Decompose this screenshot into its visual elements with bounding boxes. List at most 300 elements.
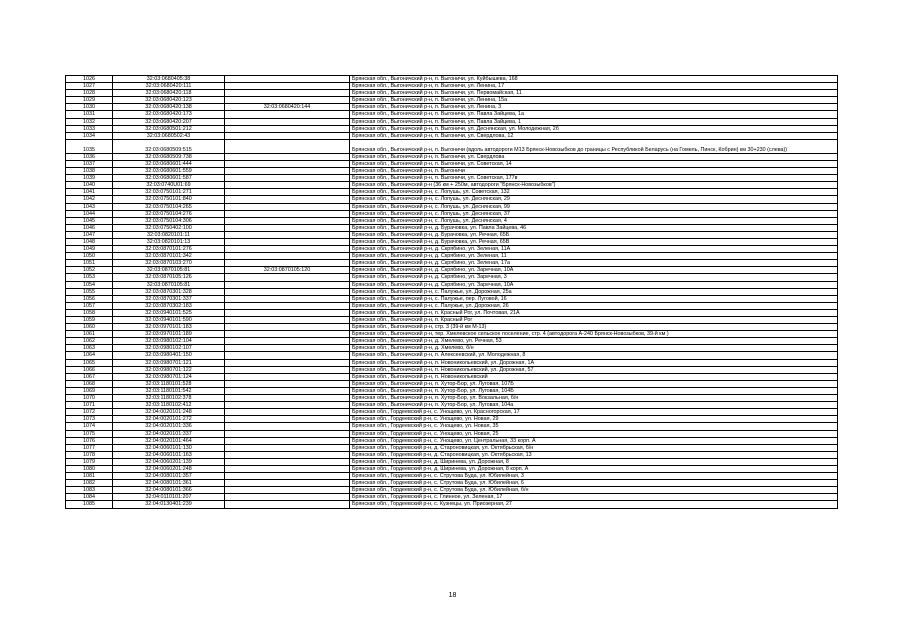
linked-cadastral-number-cell: [225, 189, 350, 196]
register-table-body: [66, 76, 838, 509]
address-cell: Брянская обл., Выгоничский р-н, с. Лопушь, ул. Деснянская, 4: [350, 217, 838, 224]
table-row: [66, 231, 838, 238]
linked-cadastral-number-cell: [225, 430, 350, 437]
table-row: [66, 359, 838, 366]
address-cell: Брянская обл., Выгоничский р-н, с. Лопушь, ул. Деснянская, 99: [350, 203, 838, 210]
address-cell: Брянская обл., Выгоничский р-н, с. Палужье, пер. Луговой, 16: [350, 295, 838, 302]
row-number-cell: 1028: [66, 90, 113, 97]
register-table: [65, 75, 838, 509]
cadastral-number-cell: 32:03:0680420:138: [113, 104, 225, 111]
table-row: [66, 76, 838, 83]
address-cell: Брянская обл., Выгоничский р-н, п. Выгоничи, ул. Свердлова: [350, 153, 838, 160]
row-number-cell: 1056: [66, 295, 113, 302]
table-row: [66, 423, 838, 430]
address-cell: Брянская обл., Выгоничский р-н, д. Хмелево, ул. Речная, 53: [350, 338, 838, 345]
table-row: [66, 260, 838, 267]
cadastral-number-cell: 32:03:0820101:11: [113, 231, 225, 238]
cadastral-number-cell: 32:04:0080101:361: [113, 480, 225, 487]
row-number-cell: 1075: [66, 430, 113, 437]
cadastral-number-cell: 32:03:0750101:271: [113, 189, 225, 196]
address-cell: Брянская обл., Выгоничский р-н, с. Палужье, ул. Дорожная, 25а: [350, 288, 838, 295]
linked-cadastral-number-cell: [225, 359, 350, 366]
row-number-cell: 1051: [66, 260, 113, 267]
linked-cadastral-number-cell: [225, 274, 350, 281]
row-number-cell: 1026: [66, 76, 113, 83]
linked-cadastral-number-cell: [225, 90, 350, 97]
cadastral-number-cell: 32:04:0060101:163: [113, 451, 225, 458]
address-cell: Брянская обл., Гордеевский р-н, с. Струтова Буда, ул. Юбилейная, 3: [350, 473, 838, 480]
row-number-cell: 1071: [66, 402, 113, 409]
cadastral-number-cell: 32:04:0020101:272: [113, 416, 225, 423]
linked-cadastral-number-cell: [225, 345, 350, 352]
cadastral-number-cell: 32:03:0750402:100: [113, 224, 225, 231]
cadastral-number-cell: 32:03:0680502:43: [113, 132, 225, 139]
table-row: [66, 317, 838, 324]
cadastral-number-cell: 32:03:0750104:265: [113, 203, 225, 210]
table-row: [66, 267, 838, 274]
linked-cadastral-number-cell: [225, 139, 350, 153]
linked-cadastral-number-cell: [225, 451, 350, 458]
linked-cadastral-number-cell: [225, 125, 350, 132]
address-cell: Брянская обл., Выгоничский р-н, с. Палужье, ул. Дорожная, 26: [350, 302, 838, 309]
cadastral-number-cell: 32:04:0080101:366: [113, 487, 225, 494]
address-cell: Брянская обл., Выгоничский р-н, п. Красный Рог: [350, 317, 838, 324]
row-number-cell: 1045: [66, 217, 113, 224]
linked-cadastral-number-cell: [225, 309, 350, 316]
linked-cadastral-number-cell: [225, 465, 350, 472]
table-row: [66, 345, 838, 352]
row-number-cell: 1069: [66, 387, 113, 394]
address-cell: Брянская обл., Выгоничский р-н, д. Скрябино, ул. Заречная, 10А: [350, 267, 838, 274]
linked-cadastral-number-cell: [225, 76, 350, 83]
linked-cadastral-number-cell: [225, 366, 350, 373]
cadastral-number-cell: 32:03:0870101:342: [113, 253, 225, 260]
row-number-cell: 1027: [66, 83, 113, 90]
table-row: [66, 309, 838, 316]
linked-cadastral-number-cell: [225, 444, 350, 451]
address-cell: Брянская обл., Выгоничский р-н, п. Выгоничи, ул. Ленина, 17: [350, 83, 838, 90]
table-row: [66, 352, 838, 359]
row-number-cell: 1055: [66, 288, 113, 295]
table-row: [66, 97, 838, 104]
cadastral-number-cell: 32:03:0680420:173: [113, 111, 225, 118]
table-row: [66, 168, 838, 175]
address-cell: Брянская обл., Гордеевский р-н, с. Глинное, ул. Зеленая, 17: [350, 494, 838, 501]
cadastral-number-cell: 32:03:0680601:559: [113, 168, 225, 175]
cadastral-number-cell: 32:03:0870101:276: [113, 246, 225, 253]
cadastral-number-cell: 32:03:0980102:104: [113, 338, 225, 345]
table-row: [66, 238, 838, 245]
row-number-cell: 1033: [66, 125, 113, 132]
row-number-cell: 1076: [66, 437, 113, 444]
address-cell: Брянская обл., Гордеевский р-н, с. Струтова Буда, ул. Юбилейная, 6: [350, 480, 838, 487]
row-number-cell: 1066: [66, 366, 113, 373]
table-row: [66, 473, 838, 480]
row-number-cell: 1057: [66, 302, 113, 309]
cadastral-number-cell: 32:03:0750101:840: [113, 196, 225, 203]
address-cell: Брянская обл., Гордеевский р-н, д. Староновицкая, ул. Октябрьская, б/н: [350, 444, 838, 451]
cadastral-number-cell: 32:03:0820101:13: [113, 238, 225, 245]
row-number-cell: 1035: [66, 139, 113, 153]
table-row: [66, 409, 838, 416]
linked-cadastral-number-cell: [225, 132, 350, 139]
linked-cadastral-number-cell: [225, 97, 350, 104]
linked-cadastral-number-cell: [225, 253, 350, 260]
cadastral-number-cell: 32:03:0680420:118: [113, 90, 225, 97]
table-row: [66, 494, 838, 501]
address-cell: Брянская обл., Выгоничский р-н, д. Скрябино, ул. Зеленая, 17а: [350, 260, 838, 267]
cadastral-number-cell: 32:03:0870302:183: [113, 302, 225, 309]
address-cell: Брянская обл., Гордеевский р-н, с. Унощево, ул. Центральная, 33 корп. А: [350, 437, 838, 444]
cadastral-number-cell: 32:04:0020101:337: [113, 430, 225, 437]
page-number: 18: [448, 592, 457, 599]
cadastral-number-cell: 32:03:0940101:590: [113, 317, 225, 324]
linked-cadastral-number-cell: [225, 324, 350, 331]
linked-cadastral-number-cell: [225, 238, 350, 245]
cadastral-number-cell: 32:03:0680509:738: [113, 153, 225, 160]
cadastral-number-cell: 32:03:0680601:587: [113, 175, 225, 182]
linked-cadastral-number-cell: [225, 175, 350, 182]
table-row: [66, 196, 838, 203]
row-number-cell: 1040: [66, 182, 113, 189]
table-row: [66, 402, 838, 409]
address-cell: Брянская обл., Выгоничский р-н, с. Лопушь, ул. Деснянская, 29: [350, 196, 838, 203]
linked-cadastral-number-cell: [225, 494, 350, 501]
table-row: [66, 210, 838, 217]
linked-cadastral-number-cell: [225, 168, 350, 175]
row-number-cell: 1052: [66, 267, 113, 274]
linked-cadastral-number-cell: [225, 160, 350, 167]
table-row: [66, 175, 838, 182]
linked-cadastral-number-cell: [225, 331, 350, 338]
cadastral-number-cell: 32:04:0020101:248: [113, 409, 225, 416]
linked-cadastral-number-cell: [225, 395, 350, 402]
table-row: [66, 118, 838, 125]
row-number-cell: 1053: [66, 274, 113, 281]
row-number-cell: 1039: [66, 175, 113, 182]
linked-cadastral-number-cell: [225, 338, 350, 345]
cadastral-number-cell: 32:03:0680420:111: [113, 83, 225, 90]
cadastral-number-cell: 32:04:0060201:248: [113, 465, 225, 472]
linked-cadastral-number-cell: [225, 437, 350, 444]
address-cell: Брянская обл., Выгоничский р-н, п. Алексеевский, ул. Молодежная, 8: [350, 352, 838, 359]
cadastral-number-cell: 32:04:0020101:336: [113, 423, 225, 430]
linked-cadastral-number-cell: [225, 380, 350, 387]
row-number-cell: 1041: [66, 189, 113, 196]
cadastral-number-cell: 32:03:1180102:412: [113, 402, 225, 409]
linked-cadastral-number-cell: 32:03:0870105:120: [225, 267, 350, 274]
table-row: [66, 189, 838, 196]
address-cell: Брянская обл., Выгоничский р-н, п. Хутор-Бор, ул. Луговая, 107Б: [350, 380, 838, 387]
linked-cadastral-number-cell: [225, 416, 350, 423]
address-cell: Брянская обл., Выгоничский р-н, стр. 3 (39-й км М-13): [350, 324, 838, 331]
table-row: [66, 324, 838, 331]
cadastral-number-cell: 32:04:0130401:239: [113, 501, 225, 508]
table-row: [66, 288, 838, 295]
row-number-cell: 1063: [66, 345, 113, 352]
table-row: [66, 224, 838, 231]
table-row: [66, 387, 838, 394]
cadastral-number-cell: 32:03:0750104:276: [113, 210, 225, 217]
cadastral-number-cell: 32:03:0870301:337: [113, 295, 225, 302]
address-cell: Брянская обл., Гордеевский р-н, с. Кузнецы, ул. Приозерная, 27: [350, 501, 838, 508]
cadastral-number-cell: 32:03:0870301:328: [113, 288, 225, 295]
row-number-cell: 1048: [66, 238, 113, 245]
address-cell: Брянская обл., Выгоничский р-н, п. Выгоничи, ул. Советская, 14: [350, 160, 838, 167]
linked-cadastral-number-cell: [225, 480, 350, 487]
address-cell: Брянская обл., Выгоничский р-н, п. Выгоничи, ул. Свердлова, 12: [350, 132, 838, 139]
address-cell: Брянская обл., Выгоничский р-н, п. Выгоничи, ул. Павла Зайцева, 1: [350, 118, 838, 125]
address-cell: Брянская обл., Выгоничский р-н, п. Красный Рог, ул. Почтовая, 21А: [350, 309, 838, 316]
cadastral-number-cell: 32:03:0980401:150: [113, 352, 225, 359]
address-cell: Брянская обл., Выгоничский р-н, д. Бурачовка, ул. Речная, 65В: [350, 238, 838, 245]
linked-cadastral-number-cell: [225, 373, 350, 380]
table-row: [66, 465, 838, 472]
table-row: [66, 416, 838, 423]
cadastral-number-cell: 32:03:0980701:122: [113, 366, 225, 373]
row-number-cell: 1043: [66, 203, 113, 210]
linked-cadastral-number-cell: [225, 246, 350, 253]
address-cell: Брянская обл., Выгоничский р-н, п. Новоникольевский, ул. Дорожная, 57: [350, 366, 838, 373]
linked-cadastral-number-cell: [225, 153, 350, 160]
cadastral-number-cell: 32:03:1180101:542: [113, 387, 225, 394]
linked-cadastral-number-cell: [225, 231, 350, 238]
row-number-cell: 1029: [66, 97, 113, 104]
table-row: [66, 111, 838, 118]
row-number-cell: 1061: [66, 331, 113, 338]
row-number-cell: 1082: [66, 480, 113, 487]
cadastral-number-cell: 32:03:0680420:207: [113, 118, 225, 125]
cadastral-number-cell: 32:04:0060101:130: [113, 444, 225, 451]
address-cell: Брянская обл., Гордеевский р-н, д. Староновицкая, ул. Октябрьская, 13: [350, 451, 838, 458]
cadastral-number-cell: 32:03:0980701:121: [113, 359, 225, 366]
row-number-cell: 1046: [66, 224, 113, 231]
linked-cadastral-number-cell: [225, 409, 350, 416]
row-number-cell: 1070: [66, 395, 113, 402]
row-number-cell: 1077: [66, 444, 113, 451]
table-row: [66, 253, 838, 260]
linked-cadastral-number-cell: [225, 118, 350, 125]
row-number-cell: 1067: [66, 373, 113, 380]
row-number-cell: 1031: [66, 111, 113, 118]
address-cell: Брянская обл., Выгоничский р-н, п. Новоникольевский: [350, 373, 838, 380]
linked-cadastral-number-cell: [225, 487, 350, 494]
address-cell: Брянская обл., Выгоничский р-н, п. Новоникольевский, ул. Дорожная, 1А: [350, 359, 838, 366]
table-row: [66, 380, 838, 387]
row-number-cell: 1065: [66, 359, 113, 366]
table-row: [66, 274, 838, 281]
row-number-cell: 1038: [66, 168, 113, 175]
address-cell: Брянская обл., Выгоничский р-н, п. Выгоничи, ул. Первомайская, 11: [350, 90, 838, 97]
address-cell: Брянская обл., Выгоничский р-н, тер. Хмелевское сельское поселение, стр. 4 (автодорога А-240 Брянск-Новозыбков, 39-й км ): [350, 331, 838, 338]
row-number-cell: 1058: [66, 309, 113, 316]
cadastral-number-cell: 32:03:0940101:525: [113, 309, 225, 316]
row-number-cell: 1072: [66, 409, 113, 416]
row-number-cell: 1081: [66, 473, 113, 480]
address-cell: Брянская обл., Выгоничский р-н, д. Бурачовка, ул. Павла Зайцева, 46: [350, 224, 838, 231]
address-cell: Брянская обл., Выгоничский р-н, п. Хутор-Бор, ул. Луговая, 104а: [350, 402, 838, 409]
table-row: [66, 139, 838, 153]
linked-cadastral-number-cell: [225, 352, 350, 359]
row-number-cell: 1047: [66, 231, 113, 238]
address-cell: Брянская обл., Гордеевский р-н, с. Унощево, ул. Новая, 29: [350, 416, 838, 423]
linked-cadastral-number-cell: [225, 281, 350, 288]
linked-cadastral-number-cell: [225, 217, 350, 224]
table-row: [66, 182, 838, 189]
cadastral-number-cell: 32:04:0080101:357: [113, 473, 225, 480]
linked-cadastral-number-cell: [225, 224, 350, 231]
table-row: [66, 83, 838, 90]
table-row: [66, 104, 838, 111]
cadastral-number-cell: 32:03:1180102:378: [113, 395, 225, 402]
row-number-cell: 1049: [66, 246, 113, 253]
row-number-cell: 1062: [66, 338, 113, 345]
cadastral-number-cell: 32:03:0680601:444: [113, 160, 225, 167]
address-cell: Брянская обл., Выгоничский р-н, п. Выгоничи (вдоль автодороги М13 Брянск-Новозыбков до границы с Республикой Беларусь (на Гомель, Пинск, Кобрин) км 30+230 (слева)): [350, 139, 838, 153]
address-cell: Брянская обл., Выгоничский р-н, с. Лопушь, ул. Советская, 132: [350, 189, 838, 196]
table-row: [66, 203, 838, 210]
row-number-cell: 1036: [66, 153, 113, 160]
cadastral-number-cell: 32:03:0750104:306: [113, 217, 225, 224]
address-cell: Брянская обл., Выгоничский р-н, п. Выгоничи, ул. Куйбышева, 168: [350, 76, 838, 83]
linked-cadastral-number-cell: [225, 260, 350, 267]
row-number-cell: 1080: [66, 465, 113, 472]
address-cell: Брянская обл., Выгоничский р-н, п. Выгоничи: [350, 168, 838, 175]
table-row: [66, 373, 838, 380]
linked-cadastral-number-cell: [225, 458, 350, 465]
cadastral-number-cell: 32:03:0970101:189: [113, 331, 225, 338]
address-cell: Брянская обл., Выгоничский р-н, п. Выгоничи, ул. Ленина, 3: [350, 104, 838, 111]
linked-cadastral-number-cell: [225, 111, 350, 118]
cadastral-number-cell: 32:03:0680420:123: [113, 97, 225, 104]
address-cell: Брянская обл., Гордеевский р-н, с. Унощево, ул. Новая, 35: [350, 423, 838, 430]
address-cell: Брянская обл., Выгоничский р-н, п. Хутор-Бор, ул. Луговая, 104Б: [350, 387, 838, 394]
row-number-cell: 1050: [66, 253, 113, 260]
address-cell: Брянская обл., Выгоничский р-н (36 км + 250м, автодороги "Брянск-Новозыбков"): [350, 182, 838, 189]
row-number-cell: 1037: [66, 160, 113, 167]
table-row: [66, 451, 838, 458]
address-cell: Брянская обл., Гордеевский р-н, с. Унощево, ул. Красногорская, 17: [350, 409, 838, 416]
address-cell: Брянская обл., Выгоничский р-н, д. Скрябино, ул. Зеленая, 11А: [350, 246, 838, 253]
cadastral-number-cell: 32:03:0680405:38: [113, 76, 225, 83]
cadastral-number-cell: 32:03:0970101:183: [113, 324, 225, 331]
row-number-cell: 1084: [66, 494, 113, 501]
row-number-cell: 1083: [66, 487, 113, 494]
address-cell: Брянская обл., Гордеевский р-н, с. Струтова Буда, ул. Юбилейная, б/н: [350, 487, 838, 494]
row-number-cell: 1073: [66, 416, 113, 423]
cadastral-number-cell: 32:03:0980701:124: [113, 373, 225, 380]
row-number-cell: 1079: [66, 458, 113, 465]
table-row: [66, 366, 838, 373]
linked-cadastral-number-cell: [225, 295, 350, 302]
table-row: [66, 430, 838, 437]
row-number-cell: 1059: [66, 317, 113, 324]
linked-cadastral-number-cell: [225, 402, 350, 409]
row-number-cell: 1064: [66, 352, 113, 359]
table-row: [66, 217, 838, 224]
address-cell: Брянская обл., Выгоничский р-н, д. Скрябино, ул. Зеленая, 11: [350, 253, 838, 260]
address-cell: Брянская обл., Гордеевский р-н, с. Унощево, ул. Новая, 25: [350, 430, 838, 437]
table-row: [66, 246, 838, 253]
cadastral-number-cell: 32:04:0110101:207: [113, 494, 225, 501]
row-number-cell: 1068: [66, 380, 113, 387]
cadastral-number-cell: 32:03:0980102:107: [113, 345, 225, 352]
row-number-cell: 1044: [66, 210, 113, 217]
address-cell: Брянская обл., Выгоничский р-н, д. Скрябино, ул. Заречная, 3: [350, 274, 838, 281]
address-cell: Брянская обл., Выгоничский р-н, д. Скрябино, ул. Заречная, 10А: [350, 281, 838, 288]
cadastral-number-cell: 32:04:0020101:464: [113, 437, 225, 444]
address-cell: Брянская обл., Выгоничский р-н, п. Выгоничи, ул. Павла Зайцева, 1а: [350, 111, 838, 118]
cadastral-number-cell: 32:03:0870105:81: [113, 281, 225, 288]
linked-cadastral-number-cell: [225, 203, 350, 210]
row-number-cell: 1085: [66, 501, 113, 508]
row-number-cell: 1034: [66, 132, 113, 139]
address-cell: Брянская обл., Выгоничский р-н, с. Лопушь, ул. Деснянская, 37: [350, 210, 838, 217]
table-row: [66, 338, 838, 345]
address-cell: Брянская обл., Выгоничский р-н, д. Бурачовка, ул. Речная, 65Б: [350, 231, 838, 238]
cadastral-number-cell: 32:03:0680509:515: [113, 139, 225, 153]
row-number-cell: 1032: [66, 118, 113, 125]
linked-cadastral-number-cell: [225, 387, 350, 394]
table-row: [66, 480, 838, 487]
table-row: [66, 331, 838, 338]
linked-cadastral-number-cell: [225, 473, 350, 480]
cadastral-number-cell: 32:03:0870105:126: [113, 274, 225, 281]
linked-cadastral-number-cell: [225, 196, 350, 203]
table-row: [66, 444, 838, 451]
address-cell: Брянская обл., Выгоничский р-н, п. Хутор-Бор, ул. Вокзальная, б/н: [350, 395, 838, 402]
table-row: [66, 487, 838, 494]
address-cell: Брянская обл., Выгоничский р-н, п. Выгоничи, ул. Ленина, 15а: [350, 97, 838, 104]
linked-cadastral-number-cell: [225, 83, 350, 90]
row-number-cell: 1030: [66, 104, 113, 111]
cadastral-number-cell: 32:04:0060201:139: [113, 458, 225, 465]
address-cell: Брянская обл., Выгоничский р-н, д. Хмелево, б/н: [350, 345, 838, 352]
row-number-cell: 1060: [66, 324, 113, 331]
linked-cadastral-number-cell: [225, 182, 350, 189]
cadastral-number-cell: 32:03:0740U01:69: [113, 182, 225, 189]
table-row: [66, 153, 838, 160]
cadastral-number-cell: 32:03:0870103:270: [113, 260, 225, 267]
table-row: [66, 295, 838, 302]
table-row: [66, 437, 838, 444]
table-row: [66, 160, 838, 167]
address-cell: Брянская обл., Выгоничский р-н, п. Выгоничи, ул. Советская, 177в: [350, 175, 838, 182]
table-row: [66, 281, 838, 288]
table-row: [66, 501, 838, 508]
address-cell: Брянская обл., Выгоничский р-н, п. Выгоничи, ул. Деснянская, ул. Молодежная, 2б: [350, 125, 838, 132]
linked-cadastral-number-cell: [225, 210, 350, 217]
linked-cadastral-number-cell: [225, 423, 350, 430]
cadastral-number-cell: 32:03:1180101:528: [113, 380, 225, 387]
linked-cadastral-number-cell: [225, 288, 350, 295]
cadastral-number-cell: 32:03:0680501:212: [113, 125, 225, 132]
row-number-cell: 1078: [66, 451, 113, 458]
linked-cadastral-number-cell: [225, 317, 350, 324]
table-row: [66, 125, 838, 132]
address-cell: Брянская обл., Гордеевский р-н, д. Ширинева, ул. Дорожная, 8: [350, 458, 838, 465]
table-row: [66, 132, 838, 139]
table-row: [66, 458, 838, 465]
row-number-cell: 1054: [66, 281, 113, 288]
address-cell: Брянская обл., Гордеевский р-н, д. Ширинева, ул. Дорожная, 8 корп. А: [350, 465, 838, 472]
table-row: [66, 395, 838, 402]
cadastral-number-cell: 32:03:0870105:81: [113, 267, 225, 274]
linked-cadastral-number-cell: [225, 302, 350, 309]
linked-cadastral-number-cell: [225, 501, 350, 508]
table-row: [66, 90, 838, 97]
linked-cadastral-number-cell: 32:03:0680420:144: [225, 104, 350, 111]
